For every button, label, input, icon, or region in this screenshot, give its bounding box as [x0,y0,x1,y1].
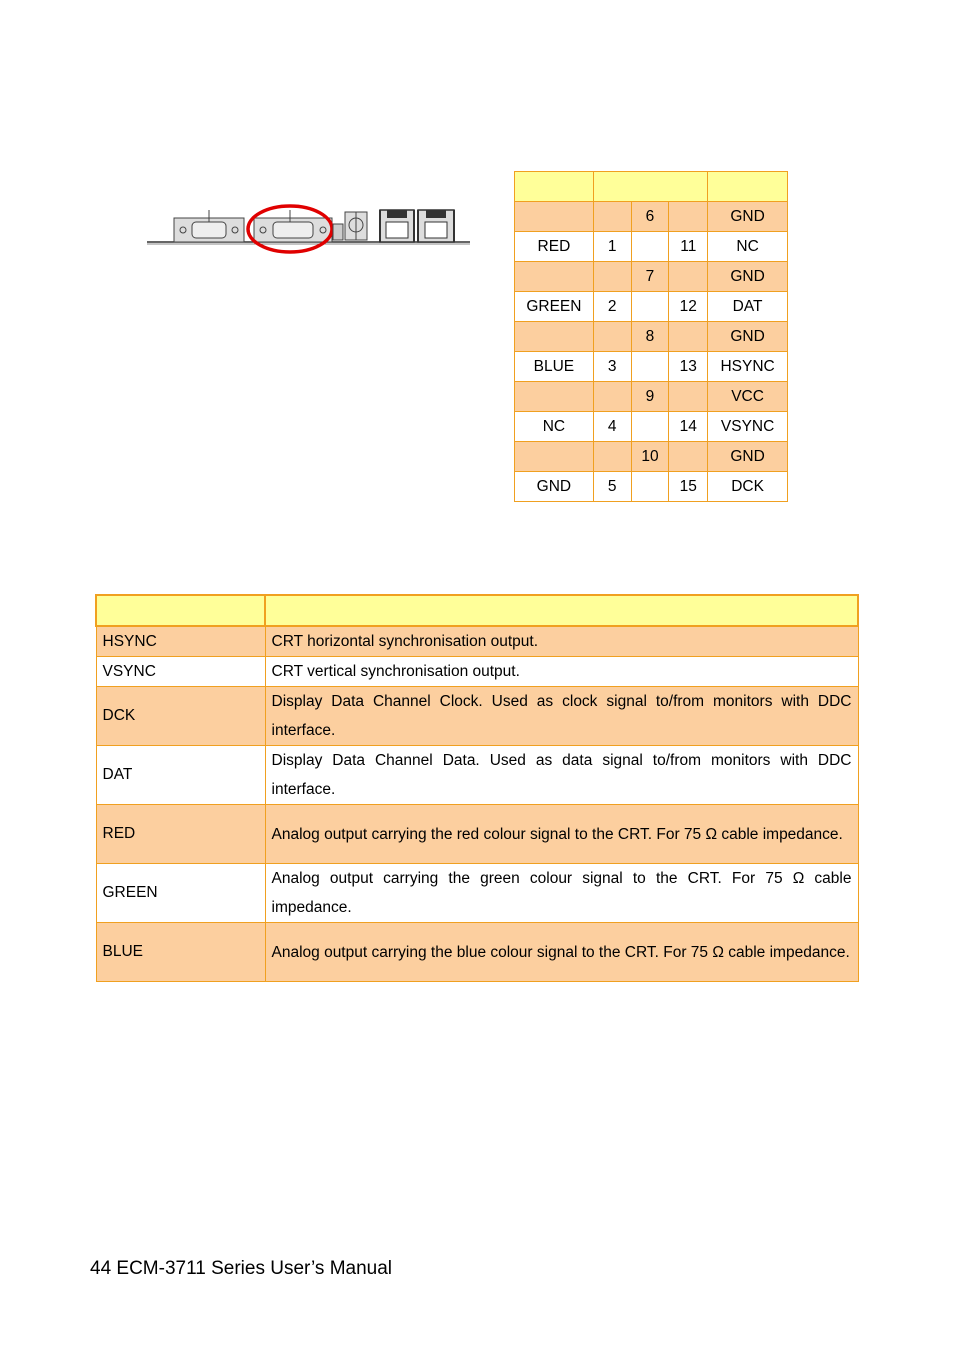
table-cell: 13 [669,352,708,382]
table-cell: VCC [708,382,788,412]
table-cell: 14 [669,412,708,442]
table-cell: 1 [593,232,631,262]
signal-name-cell: DAT [96,746,265,805]
table-cell [593,262,631,292]
table-row [96,805,858,864]
table-cell [631,292,669,322]
header-cell [96,595,265,626]
table-cell [515,322,594,352]
table-row [515,472,788,502]
table-cell [669,382,708,412]
table-cell: 9 [631,382,669,412]
table-cell: GND [708,262,788,292]
table-row [515,202,788,232]
table-cell: 6 [631,202,669,232]
table-row [515,322,788,352]
table-cell [515,382,594,412]
table-row [96,657,858,687]
table-cell: 12 [669,292,708,322]
table-cell [669,202,708,232]
table-row [515,292,788,322]
table-row [96,626,858,657]
table-cell [515,262,594,292]
table-row [515,232,788,262]
header-cell [593,172,707,202]
signal-name-cell: BLUE [96,923,265,982]
signal-name-cell: HSYNC [96,626,265,657]
table-cell [593,202,631,232]
header-cell [265,595,858,626]
table-header-row [96,595,858,626]
table-row [96,746,858,805]
signal-description-table [95,594,859,982]
table-cell [515,442,594,472]
table-cell [669,442,708,472]
signal-name-cell: VSYNC [96,657,265,687]
table-row [515,412,788,442]
table-row [96,923,858,982]
table-row [515,382,788,412]
table-cell: 11 [669,232,708,262]
table-cell: 15 [669,472,708,502]
signal-description-cell: Analog output carrying the red colour signal to the CRT. For 75 Ω cable impedance. [265,805,858,864]
signal-description-cell: Analog output carrying the green colour signal to the CRT. For 75 Ω cable impedance. [265,864,858,923]
table-cell [593,322,631,352]
table-cell: HSYNC [708,352,788,382]
table-cell: NC [515,412,594,442]
header-cell [708,172,788,202]
signal-description-cell: Analog output carrying the blue colour signal to the CRT. For 75 Ω cable impedance. [265,923,858,982]
signal-description-cell: CRT vertical synchronisation output. [265,657,858,687]
table-cell [669,322,708,352]
table-cell: RED [515,232,594,262]
table-cell: 5 [593,472,631,502]
table-row [515,352,788,382]
table-cell: DAT [708,292,788,322]
signal-description-cell: CRT horizontal synchronisation output. [265,626,858,657]
table-cell: 2 [593,292,631,322]
table-cell: GND [708,442,788,472]
table-cell: 4 [593,412,631,442]
io-connectors-icon [140,198,480,262]
table-header-row [515,172,788,202]
signal-name-cell: RED [96,805,265,864]
table-cell [631,472,669,502]
table-cell: GND [515,472,594,502]
lan-port-icon [380,210,414,242]
table-cell [669,262,708,292]
table-cell: 7 [631,262,669,292]
table-row [515,262,788,292]
table-cell: 3 [593,352,631,382]
table-cell [593,442,631,472]
table-cell: GND [708,202,788,232]
table-cell: GND [708,322,788,352]
table-cell: GREEN [515,292,594,322]
table-cell [593,382,631,412]
table-cell [631,412,669,442]
vga-pin-table [514,171,788,502]
table-cell [631,232,669,262]
table-cell: 10 [631,442,669,472]
header-cell [515,172,594,202]
table-cell [515,202,594,232]
signal-description-cell: Display Data Channel Data. Used as data signal to/from monitors with DDC interface. [265,746,858,805]
signal-description-cell: Display Data Channel Clock. Used as clock signal to/from monitors with DDC interface. [265,687,858,746]
page-footer: 44 ECM-3711 Series User’s Manual [90,1258,393,1279]
table-cell: DCK [708,472,788,502]
table-cell: NC [708,232,788,262]
table-row [96,687,858,746]
serial-port-icon [174,210,244,242]
lan-port-icon [418,210,454,242]
table-row [515,442,788,472]
signal-name-cell: DCK [96,687,265,746]
signal-name-cell: GREEN [96,864,265,923]
table-cell: 8 [631,322,669,352]
table-cell: BLUE [515,352,594,382]
table-cell [631,352,669,382]
table-row [96,864,858,923]
table-cell: VSYNC [708,412,788,442]
